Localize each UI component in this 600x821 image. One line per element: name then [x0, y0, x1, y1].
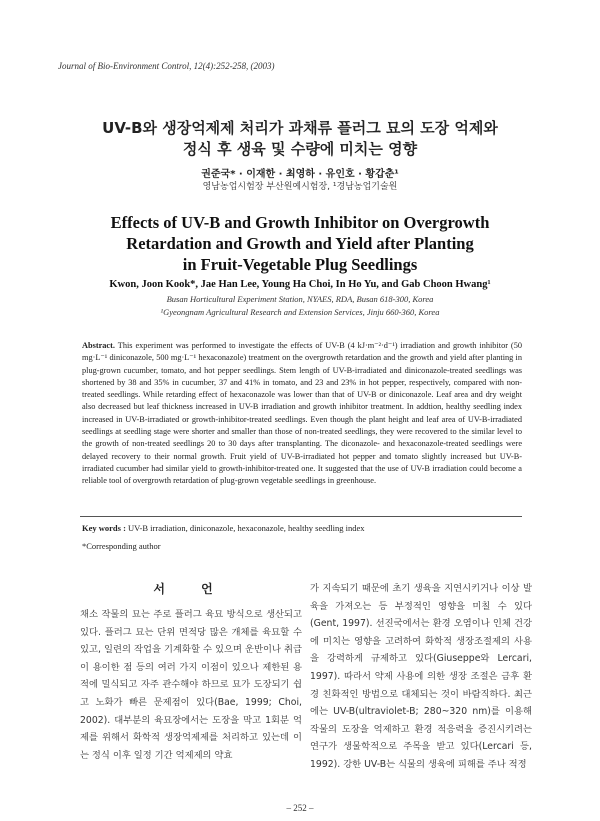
english-title-line-1: Effects of UV-B and Growth Inhibitor on Overgrowth — [110, 213, 490, 232]
korean-title — [40, 118, 560, 160]
english-authors: Kwon, Joon Kook*, Jae Han Lee, Young Ha Choi, In Ho Yu, and Gab Choon Hwang¹ — [109, 279, 491, 290]
korean-title-line-2: 정식 후 생육 및 수량에 미치는 영향 — [182, 140, 418, 158]
english-affiliation-1: Busan Horticultural Experiment Station, NYAES, RDA, Busan 618-300, Korea — [166, 294, 434, 304]
page-number: – 252 – — [286, 803, 314, 813]
abstract-text: This experiment was performed to investigate the effects of UV-B (4 kJ·m⁻²·d⁻¹) irradiation and growth inhibitor (50 mg·L⁻¹ diniconazole, 500 mg·L⁻¹ hexaconazole) treatment on the overgrowth retardation and the growth and yield after planting in plug-grown cucumber, tomato, and hot pepper seedlings. Stem length of UV-B-irradiated and diniconazole-treated seedlings was shortened by 38 and 35% in cucumber, 37 and 41% in tomato, and 23 and 23% in hot pepper, respectively, compared with non-treated seedlings. While retarding effect of hexaconazole was lower than that of UV-B or diniconazole. Leaf area and dry weight also decreased but leaf thickness increased in UV-B irradiation and growth inhibitor treatment. In addtion, healthy seedling index increased in UV-B-irradiated or growth-inhibitor-treated seedlings. Even though the plant height and leaf area of UV-B-irradiated seedlings at seedling stage were shorter and smaller than those of non-treated seedlings, they were recovered to the similar level to the growth of non-treated seedlings 20 to 30 days after transplanting. The diconazole- and hexaconazole-treated seedlings were delayed recovery to their normal growth. Fruit yield of UV-B-irradiated hot pepper and tomato slightly increased but UV-B-irradiated cucumber had similar yield to growth-inhibitor-treated one. It suggested that the use of UV-B irradiation could become a reliable tool of overgrowth retardation of plug-grown vegetable seedlings in greenhouse. — [82, 341, 522, 486]
korean-affiliation: 영남농업시험장 부산원예시험장, ¹경남농업기술원 — [202, 182, 398, 192]
left-column-text: 채소 작물의 묘는 주로 플러그 육묘 방식으로 생산되고 있다. 플러그 묘는 단위 면적당 많은 개체를 육묘할 수 있고, 일련의 작업을 기계화할 수 있으며 운반이나 취급이 용이한 점 등의 여러 가지 이점이 있으나 제한된 용적에 밀식되고 자주 관수해야 하므로 묘가 도장되기 쉽고 노화가 빠른 문제점이 있다(Bae, 1999; Choi, 2002). 대부분의 육묘장에서는 도장을 막고 1회분 억제를 위해서 화학적 생장억제제를 처리하고 있는데 이는 정식 이후 일정 기간 억제제의 약효 — [80, 609, 302, 761]
korean-authors: 권준국* · 이재한 · 최영하 · 유인호 · 황갑춘¹ — [201, 169, 399, 180]
right-column-text: 가 지속되기 때문에 초기 생육을 지연시키거나 이상 발육을 가져오는 등 부정적인 영향을 미칠 수 있다 (Gent, 1997). 선진국에서는 환경 오염이나 인체 건강에 미치는 영향을 고려하여 화학적 생장조절제의 사용을 강력하게 규제하고 있다(Giuseppe와 Lercari, 1997). 따라서 약제 사용에 의한 생장 조절은 금후 환경 친화적인 방법으로 대체되는 것이 바람직하다. 최근에는 UV-B(ultraviolet-B; 280~320 nm)를 이용해 작물의 도장을 억제하고 환경 적응력을 증진시키려는 연구가 생물학적으로 주목을 받고 있다(Lercari 등, 1992). 강한 UV-B는 식물의 생육에 피해를 주나 적정 — [310, 583, 532, 770]
keywords-divider — [80, 516, 522, 517]
english-title — [40, 212, 560, 275]
english-title-line-3: in Fruit-Vegetable Plug Seedlings — [182, 255, 418, 274]
body-right-column — [310, 580, 532, 774]
abstract-label: Abstract. — [82, 341, 115, 350]
english-title-line-2: Retardation and Growth and Yield after Planting — [126, 234, 474, 253]
section-heading-introduction: 서 언 — [153, 582, 229, 596]
english-affiliations — [40, 293, 560, 319]
corresponding-author-note: *Corresponding author — [82, 541, 161, 551]
journal-citation: Journal of Bio-Environment Control, 12(4):252-258, (2003) — [58, 61, 275, 71]
abstract — [82, 340, 522, 488]
keywords-text: UV-B irradiation, diniconazole, hexaconazole, healthy seedling index — [128, 523, 365, 533]
keywords-label: Key words : — [82, 523, 126, 533]
body-left-column — [80, 606, 302, 764]
english-affiliation-2: ¹Gyeongnam Agricultural Research and Extension Services, Jinju 660-360, Korea — [160, 307, 440, 317]
keywords — [82, 522, 522, 534]
korean-title-line-1: UV-B와 생장억제제 처리가 과채류 플러그 묘의 도장 억제와 — [102, 119, 498, 137]
